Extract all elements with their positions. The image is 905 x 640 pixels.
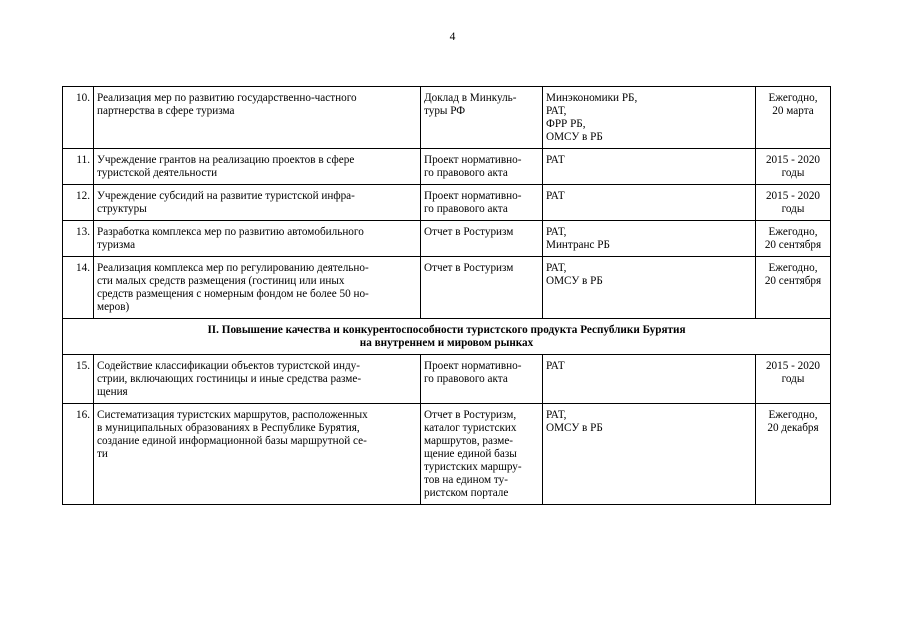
deadline-cell: 2015 - 2020 годы — [756, 355, 831, 404]
executors-cell: РАТ, ОМСУ в РБ — [543, 257, 756, 319]
completion-form-cell: Отчет в Ростуризм, каталог туристских маршрутов, разме- щение единой базы туристских маршру- тов на едином ту- ристском портале — [421, 404, 543, 505]
measure-cell: Систематизация туристских маршрутов, расположенных в муниципальных образованиях в Республике Бурятия, создание единой информационной базы маршрутной се- ти — [94, 404, 421, 505]
row-number: 15. — [63, 355, 94, 404]
page-number: 4 — [449, 31, 456, 43]
deadline-cell: Ежегодно, 20 сентября — [756, 257, 831, 319]
deadline-cell: Ежегодно, 20 марта — [756, 87, 831, 149]
measure-cell: Учреждение субсидий на развитие туристской инфра- структуры — [94, 185, 421, 221]
row-number: 10. — [63, 87, 94, 149]
table-body-part1 — [63, 87, 831, 319]
table-row — [63, 185, 831, 221]
table-row — [63, 404, 831, 505]
measure-cell: Учреждение грантов на реализацию проектов в сфере туристской деятельности — [94, 149, 421, 185]
table-row — [63, 257, 831, 319]
executors-cell: РАТ — [543, 149, 756, 185]
table-row — [63, 87, 831, 149]
measure-cell: Разработка комплекса мер по развитию автомобильного туризма — [94, 221, 421, 257]
row-number: 12. — [63, 185, 94, 221]
completion-form-cell: Отчет в Ростуризм — [421, 221, 543, 257]
measure-cell: Содействие классификации объектов туристской инду- стрии, включающих гостиницы и иные средства разме- щения — [94, 355, 421, 404]
measures-table — [62, 86, 831, 505]
completion-form-cell: Отчет в Ростуризм — [421, 257, 543, 319]
table-row — [63, 149, 831, 185]
completion-form-cell: Проект нормативно- го правового акта — [421, 149, 543, 185]
completion-form-cell: Доклад в Минкуль- туры РФ — [421, 87, 543, 149]
row-number: 14. — [63, 257, 94, 319]
row-number: 11. — [63, 149, 94, 185]
table-body-part2 — [63, 355, 831, 505]
deadline-cell: Ежегодно, 20 декабря — [756, 404, 831, 505]
section-row-group — [63, 319, 831, 355]
table-row — [63, 221, 831, 257]
executors-cell: РАТ, Минтранс РБ — [543, 221, 756, 257]
deadline-cell: 2015 - 2020 годы — [756, 185, 831, 221]
table-row — [63, 355, 831, 404]
section-row — [63, 319, 831, 355]
deadline-cell: 2015 - 2020 годы — [756, 149, 831, 185]
deadline-cell: Ежегодно, 20 сентября — [756, 221, 831, 257]
executors-cell: РАТ — [543, 185, 756, 221]
executors-cell: РАТ — [543, 355, 756, 404]
completion-form-cell: Проект нормативно- го правового акта — [421, 185, 543, 221]
row-number: 16. — [63, 404, 94, 505]
row-number: 13. — [63, 221, 94, 257]
measure-cell: Реализация мер по развитию государственно-частного партнерства в сфере туризма — [94, 87, 421, 149]
completion-form-cell: Проект нормативно- го правового акта — [421, 355, 543, 404]
executors-cell: Минэкономики РБ, РАТ, ФРР РБ, ОМСУ в РБ — [543, 87, 756, 149]
section-title: II. Повышение качества и конкурентоспособности туристского продукта Республики Бурятия на внутреннем и мировом рынках — [63, 319, 831, 355]
executors-cell: РАТ, ОМСУ в РБ — [543, 404, 756, 505]
measure-cell: Реализация комплекса мер по регулированию деятельно- сти малых средств размещения (гостиниц или иных средств размещения с номерным фондом не более 50 но- меров) — [94, 257, 421, 319]
